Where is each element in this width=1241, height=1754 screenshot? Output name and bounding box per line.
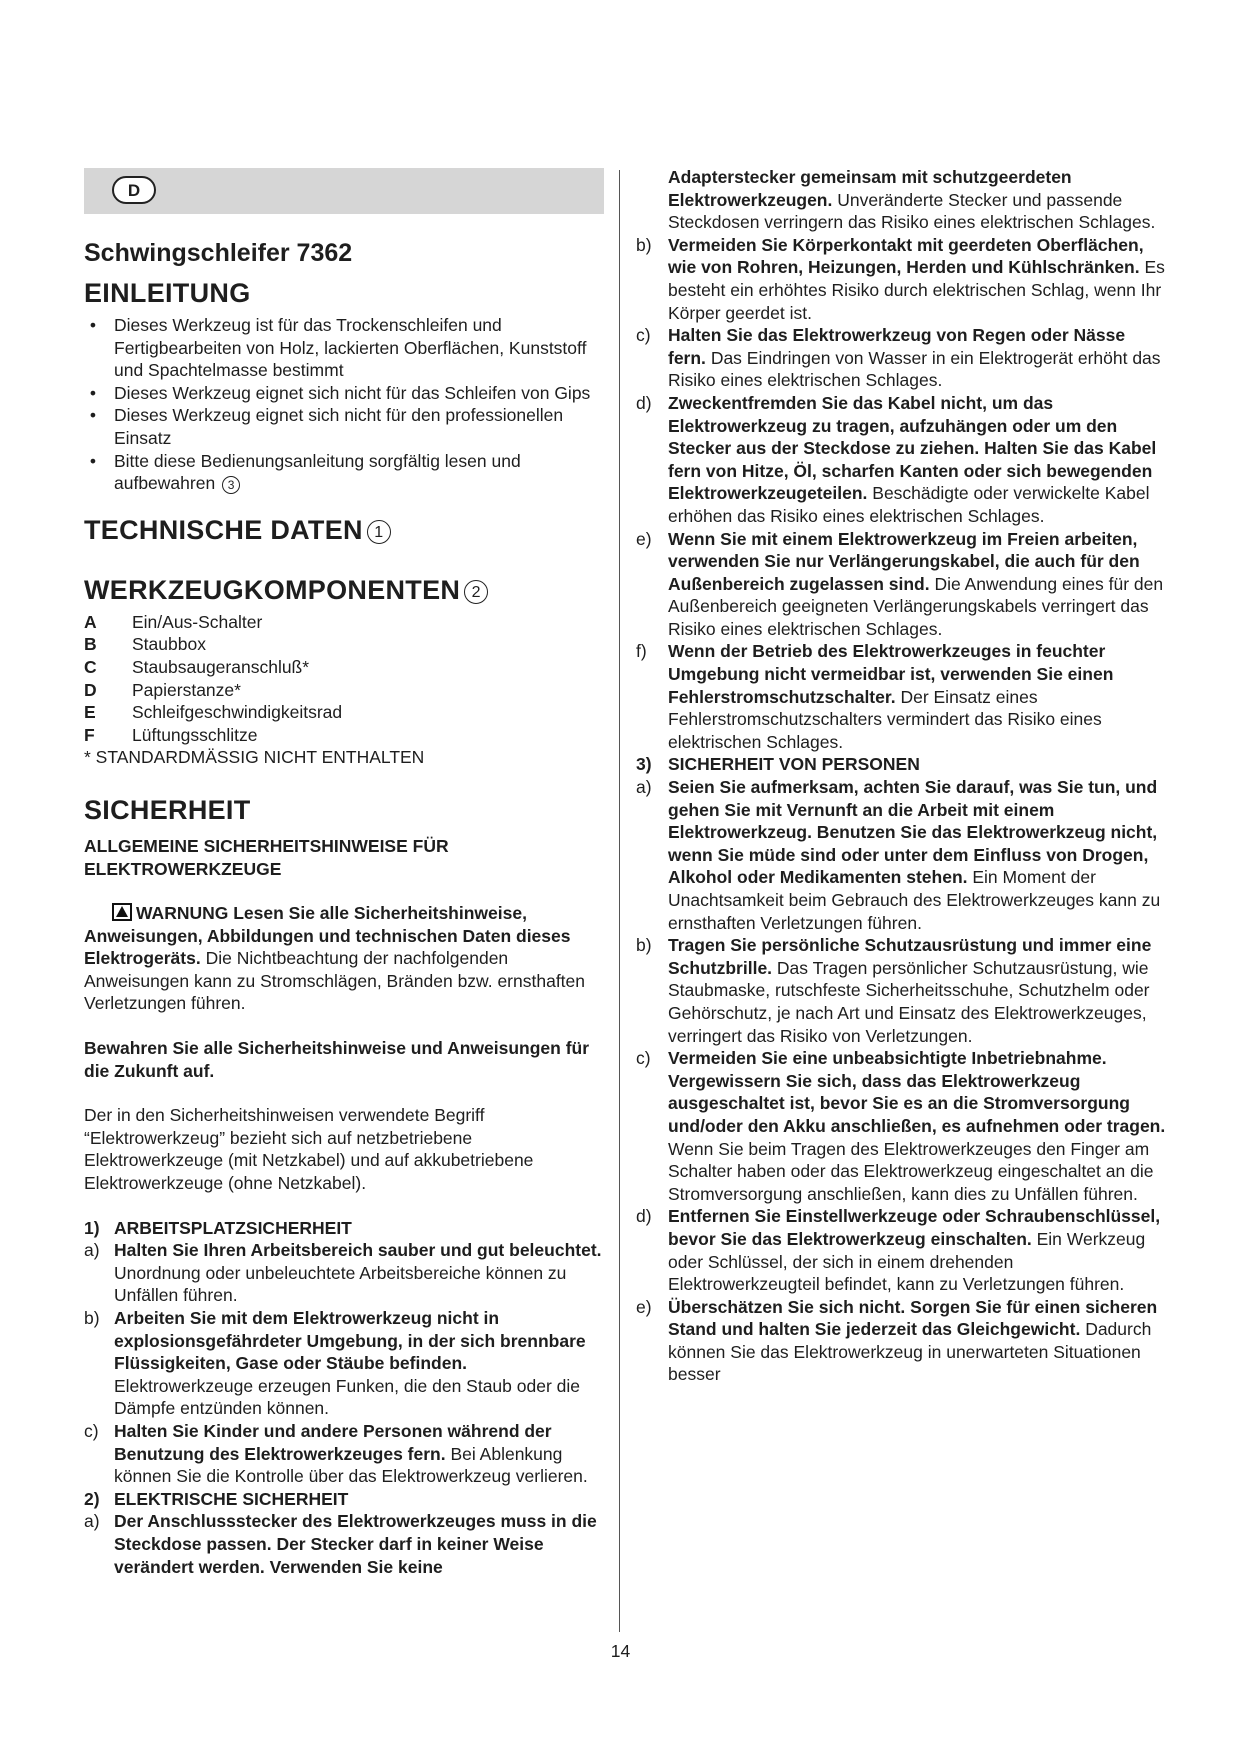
list-item: d) Zweckentfremden Sie das Kabel nicht, um das Elektrowerkzeug zu tragen, aufzuhängen oder um den Stecker aus der Steckdose zu ziehen. Halten Sie das Kabel fern von Hitze, Öl, scharfen Kanten oder sich bewegenden Elektrowerkzeugeteilen. Beschädigte oder verwickelte Kabel erhöhen das Risiko eines elektrischen Schlages. bbox=[636, 392, 1157, 526]
figure-ref-2: 2 bbox=[464, 580, 488, 604]
component-row: C Staubsaugeranschluß* bbox=[84, 656, 310, 677]
component-row: E Schleifgeschwindigkeitsrad bbox=[84, 702, 343, 723]
list-item: • Dieses Werkzeug eignet sich nicht für den professionellen Einsatz bbox=[89, 405, 564, 448]
figure-ref-1: 1 bbox=[367, 520, 391, 544]
language-header-bar bbox=[84, 168, 604, 214]
components-footnote: * STANDARDMÄSSIG NICHT ENTHALTEN bbox=[84, 747, 425, 768]
left-column bbox=[84, 168, 604, 1578]
components-list bbox=[84, 611, 604, 769]
list-item: f) Wenn der Betrieb des Elektrowerkzeuges in feuchter Umgebung nicht vermeidbar ist, verwenden Sie einen Fehlerstromschutzschalter. Der Einsatz eines Fehlerstromschutzschalters vermindert das Risiko eines elektrischen Schlages. bbox=[636, 641, 1114, 752]
language-badge: D bbox=[112, 176, 156, 204]
tech-data-heading: TECHNISCHE DATEN 1 bbox=[84, 513, 604, 547]
list-item: • Bitte diese Bedienungsanleitung sorgfältig lesen und aufbewahren 3 bbox=[89, 450, 521, 494]
list-item: • Dieses Werkzeug ist für das Trockenschleifen und Fertigbearbeiten von Holz, lackierten Oberflächen, Kunststoff und Spachtelmasse bestimmt bbox=[89, 315, 587, 381]
personal-safety-heading: 3) SICHERHEIT VON PERSONEN bbox=[636, 754, 920, 775]
safety-heading: SICHERHEIT bbox=[84, 794, 251, 825]
keep-instructions-notice: Bewahren Sie alle Sicherheitshinweise und Anweisungen für die Zukunft auf. bbox=[84, 1038, 590, 1081]
list-item: a) Der Anschlussstecker des Elektrowerkzeuges muss in die Steckdose passen. Der Stecker darf in keiner Weise verändert werden. Verwenden Sie keine bbox=[84, 1511, 597, 1577]
list-item: a) Seien Sie aufmerksam, achten Sie darauf, was Sie tun, und gehen Sie mit Vernunft an die Arbeit mit einem Elektrowerkzeug. Benutzen Sie das Elektrowerkzeug nicht, wenn Sie müde sind oder unter dem Einfluss von Drogen, Alkohol oder Medikamenten stehen. Ein Moment der Unachtsamkeit beim Gebrauch des Elektrowerkzeuges kann zu ernsthaften Verletzungen führen. bbox=[636, 777, 1161, 933]
list-item: c) Halten Sie das Elektrowerkzeug von Regen oder Nässe fern. Das Eindringen von Wasser in ein Elektrogerät erhöht das Risiko eines elektrischen Schlages. bbox=[636, 325, 1161, 391]
list-item: e) Überschätzen Sie sich nicht. Sorgen Sie für einen sicheren Stand und halten Sie jederzeit das Gleichgewicht. Dadurch können Sie das Elektrowerkzeug in unerwarteten Situationen besser bbox=[636, 1296, 1158, 1385]
component-row: F Lüftungsschlitze bbox=[84, 724, 258, 745]
figure-ref-3: 3 bbox=[222, 476, 240, 494]
component-row: D Papierstanze* bbox=[84, 679, 241, 700]
intro-bullet-list bbox=[84, 314, 604, 495]
right-column bbox=[636, 166, 1166, 1386]
list-item-continued: Adapterstecker gemeinsam mit schutzgeerdeten Elektrowerkzeugen. Unveränderte Stecker und passende Steckdosen verringern das Risiko eines elektrischen Schlages. bbox=[668, 167, 1156, 233]
term-definition: Der in den Sicherheitshinweisen verwendete Begriff “Elektrowerkzeug” bezieht sich auf netzbetriebene Elektrowerkzeuge (mit Netzkabel) und auf akkubetriebene Elektrowerkzeuge (ohne Netzkabel). bbox=[84, 1105, 534, 1194]
list-item: a) Halten Sie Ihren Arbeitsbereich sauber und gut beleuchtet. Unordnung oder unbeleuchtete Arbeitsbereiche können zu Unfällen führen. bbox=[84, 1240, 602, 1306]
work-area-section bbox=[84, 1217, 604, 1579]
list-item: • Dieses Werkzeug eignet sich nicht für das Schleifen von Gips bbox=[89, 382, 591, 403]
list-item: c) Vermeiden Sie eine unbeabsichtigte Inbetriebnahme. Vergewissern Sie sich, dass das Elektrowerkzeug ausgeschaltet ist, bevor Sie es an die Stromversorgung und/oder den Akku anschließen, es aufnehmen oder tragen. Wenn Sie beim Tragen des Elektrowerkzeuges den Finger am Schalter haben oder das Elektrowerkzeug eingeschaltet an die Stromversorgung anschließen, kann dies zu Unfällen führen. bbox=[636, 1048, 1166, 1204]
list-item: b) Arbeiten Sie mit dem Elektrowerkzeug nicht in explosionsgefährdeter Umgebung, in der sich brennbare Flüssigkeiten, Gase oder Stäube befinden. Elektrowerkzeuge erzeugen Funken, die den Staub oder die Dämpfe entzünden können. bbox=[84, 1308, 586, 1419]
list-item: c) Halten Sie Kinder und andere Personen während der Benutzung des Elektrowerkzeuges fern. Bei Ablenkung können Sie die Kontrolle über das Elektrowerkzeug verlieren. bbox=[84, 1420, 588, 1487]
product-title: Schwingschleifer 7362 bbox=[84, 239, 353, 267]
warning-paragraph: WARNUNG Lesen Sie alle Sicherheitshinweise, Anweisungen, Abbildungen und technischen Daten dieses Elektrogeräts. Die Nichtbeachtung der nachfolgenden Anweisungen kann zu Stromschlägen, Bränden bzw. ernsthaften Verletzungen führen. bbox=[84, 903, 586, 1014]
electrical-heading: 2) ELEKTRISCHE SICHERHEIT bbox=[84, 1488, 349, 1509]
list-item: e) Wenn Sie mit einem Elektrowerkzeug im Freien arbeiten, verwenden Sie nur Verlängerungskabel, die auch für den Außenbereich zugelassen sind. Die Anwendung eines für den Außenbereich geeigneten Verlängerungskabels verringert das Risiko eines elektrischen Schlages. bbox=[636, 528, 1164, 639]
components-heading: WERKZEUGKOMPONENTEN 2 bbox=[84, 573, 604, 607]
list-item: d) Entfernen Sie Einstellwerkzeuge oder Schraubenschlüssel, bevor Sie das Elektrowerkzeug einschalten. Ein Werkzeug oder Schlüssel, der sich in einem drehenden Elektrowerkzeugteil befindet, kann zu Verletzungen führen. bbox=[636, 1206, 1161, 1295]
work-area-heading: 1) ARBEITSPLATZSICHERHEIT bbox=[84, 1217, 352, 1238]
intro-heading: EINLEITUNG bbox=[84, 278, 251, 308]
page-number: 14 bbox=[610, 1641, 631, 1661]
list-item: b) Vermeiden Sie Körperkontakt mit geerdeten Oberflächen, wie von Rohren, Heizungen, Herden und Kühlschränken. Es besteht ein erhöhtes Risiko durch elektrischen Schlag, wenn Ihr Körper geerdet ist. bbox=[636, 234, 1165, 323]
component-row: B Staubbox bbox=[84, 634, 206, 655]
list-item: b) Tragen Sie persönliche Schutzausrüstung und immer eine Schutzbrille. Das Tragen persönlicher Schutzausrüstung, wie Staubmaske, rutschfeste Sicherheitsschuhe, Schutzhelm oder Gehörschutz, je nach Art und Einsatz des Elektrowerkzeuges, verringert das Risiko von Verletzungen. bbox=[636, 935, 1152, 1046]
warning-triangle-icon bbox=[112, 903, 132, 921]
component-row: A Ein/Aus-Schalter bbox=[84, 611, 263, 632]
general-safety-heading: ALLGEMEINE SICHERHEITSHINWEISE FÜR ELEKTROWERKZEUGE bbox=[84, 835, 449, 879]
column-divider bbox=[619, 170, 620, 1632]
